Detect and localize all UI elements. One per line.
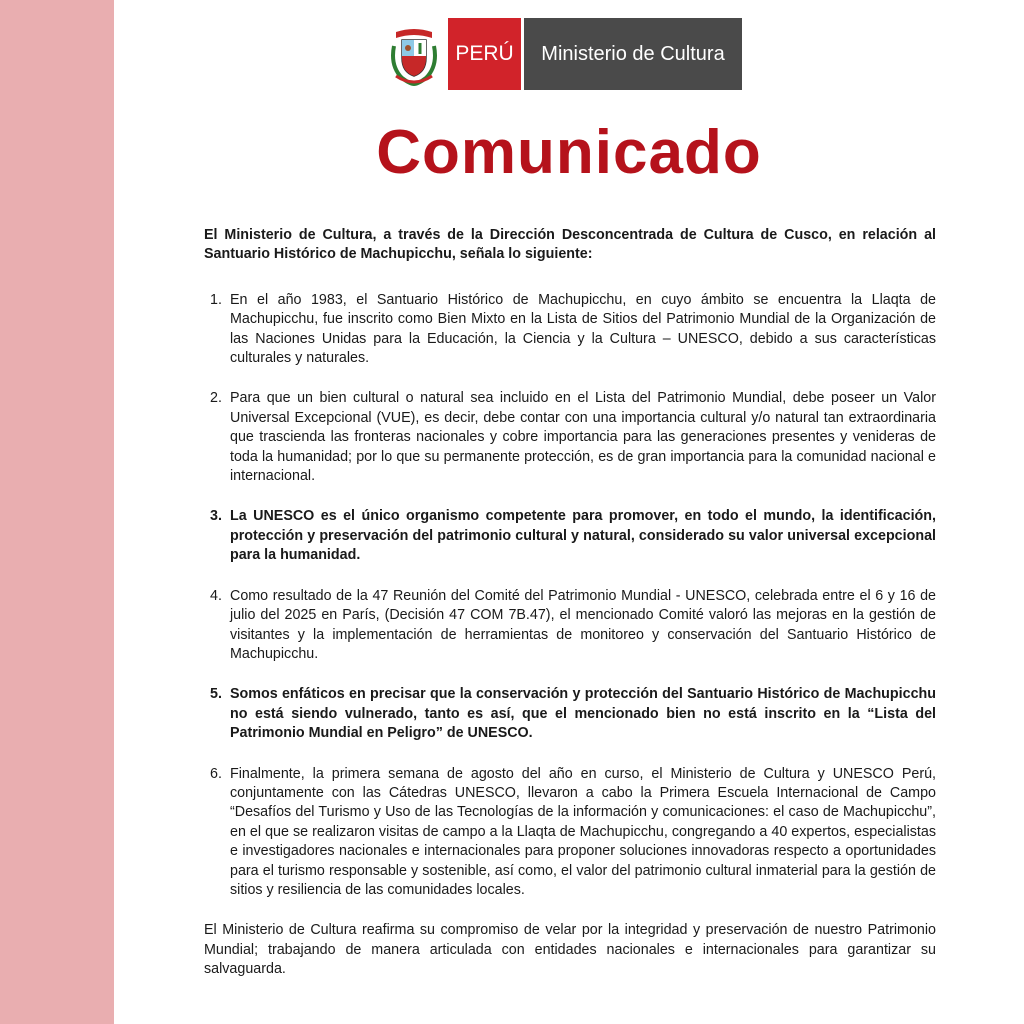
intro-paragraph: El Ministerio de Cultura, a través de la Dirección Desconcentrada de Cultura de Cusco, en relación al Santuario Histórico de Machupicchu, señala lo siguiente:	[204, 227, 936, 263]
closing-paragraph: El Ministerio de Cultura reafirma su compromiso de velar por la integridad y preservación de nuestro Patrimonio Mundial; trabajando de manera articulada con entidades nacionales e internacionales para garantizar su salvaguarda.	[204, 922, 936, 978]
ministry-header	[388, 18, 768, 90]
peru-label: PERÚ	[448, 18, 521, 90]
list-item	[204, 685, 936, 743]
item-text: Como resultado de la 47 Reunión del Comité del Patrimonio Mundial - UNESCO, celebrada entre el 6 y 16 de julio del 2025 en París, (Decisión 47 COM 7B.47), el mencionado Comité valoró las mejoras en la gestión de visitantes y la implementación de herramientas de monitoreo y conservación del Santuario Histórico de Machupicchu.	[230, 587, 936, 662]
item-number: 4.	[210, 587, 222, 604]
page-title: Comunicado	[376, 118, 762, 187]
item-text: En el año 1983, el Santuario Histórico de Machupicchu, en cuyo ámbito se encuentra la Llaqta de Machupicchu, fue inscrito como Bien Mixto en la Lista de Sitios del Patrimonio Mundial de la Organización de las Naciones Unidas para la Educación, la Ciencia y la Cultura – UNESCO, debido a sus características culturales y naturales.	[230, 291, 936, 367]
numbered-list	[204, 291, 936, 901]
item-text: Para que un bien cultural o natural sea incluido en el Lista del Patrimonio Mundial, debe poseer un Valor Universal Excepcional (VUE), es decir, debe contar con una importancia cultural y/o natural tan extraordinaria que trascienda las fronteras nacionales y cobre importancia para las generaciones presentes y venideras de toda la humanidad; por lo que su permanente protección, es de gran importancia para la comunidad nacional e internacional.	[230, 390, 936, 485]
item-text: Somos enfáticos en precisar que la conservación y protección del Santuario Histórico de Machupicchu no está siendo vulnerado, tanto es así, que el mencionado bien no está inscrito en la “Lista del Patrimonio Mundial en Peligro” de UNESCO.	[230, 686, 936, 742]
side-band	[0, 0, 114, 1024]
item-number: 6.	[210, 765, 222, 782]
list-item	[204, 389, 936, 486]
item-number: 2.	[210, 390, 222, 407]
item-number: 1.	[210, 291, 222, 308]
list-item	[204, 291, 936, 369]
ministry-label: Ministerio de Cultura	[524, 18, 742, 90]
list-item	[204, 587, 936, 665]
list-item	[204, 765, 936, 901]
item-text: La UNESCO es el único organismo competente para promover, en todo el mundo, la identificación, protección y preservación del patrimonio cultural y natural, considerado su valor universal excepcional para la humanidad.	[230, 508, 936, 564]
item-number: 3.	[210, 508, 222, 525]
document-page	[114, 0, 1024, 1024]
list-item	[204, 507, 936, 565]
item-text: Finalmente, la primera semana de agosto del año en curso, el Ministerio de Cultura y UNESCO Perú, conjuntamente con las Cátedras UNESCO, llevaron a cabo la Primera Escuela Internacional de Campo “Desafíos del Turismo y Uso de las Tecnologías de la información y comunicaciones: el caso de Machupicchu”, en el que se realizaron visitas de campo a la Llaqta de Machupicchu, congregando a 40 expertos, especialistas e investigadores nacionales e internacionales para proponer soluciones innovadoras respecto a oportunidades para el turismo responsable y sostenible, así como, el valor del patrimonio cultural inmaterial para la gestión de sitios y resiliencia de las comunidades locales.	[230, 765, 936, 898]
item-number: 5.	[210, 686, 222, 703]
coat-of-arms-icon	[388, 26, 440, 86]
communique-body	[204, 226, 936, 980]
